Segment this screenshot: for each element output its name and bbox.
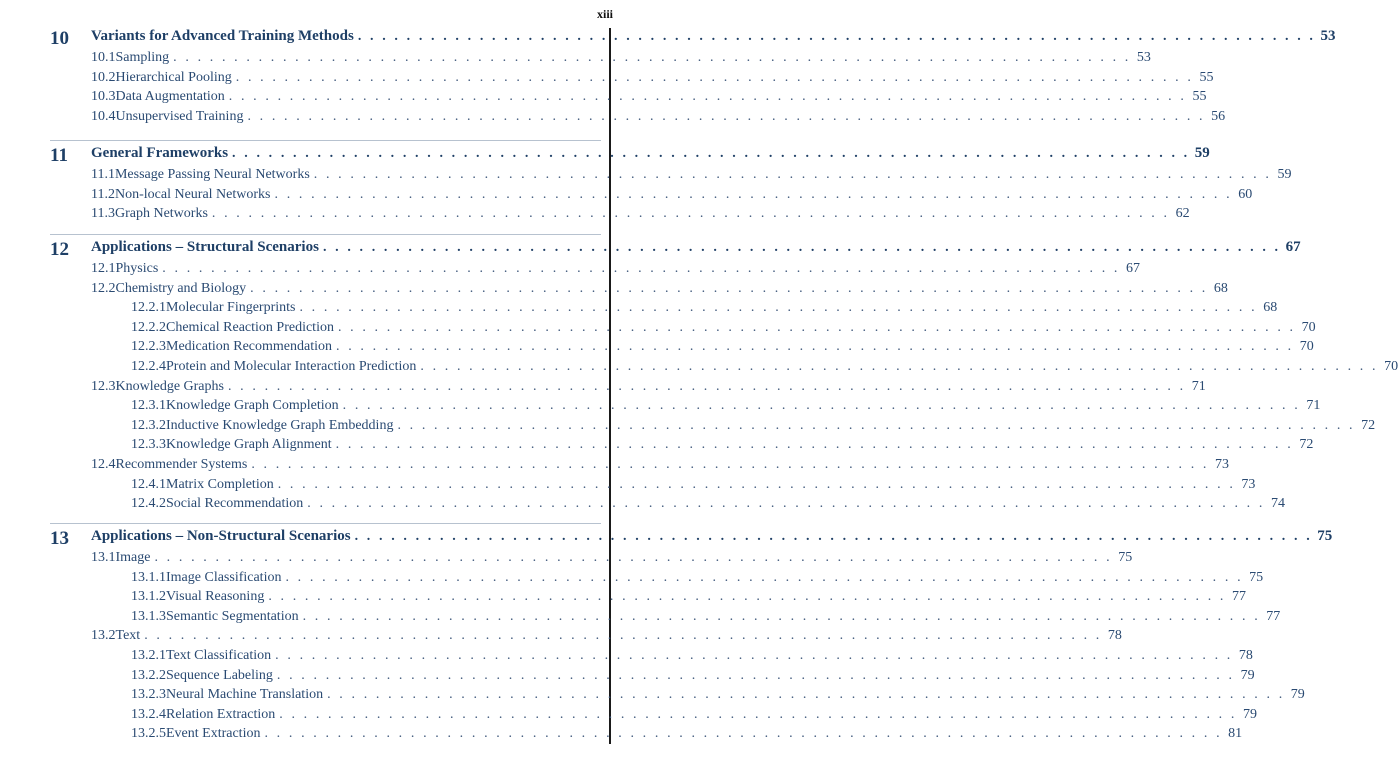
section-row[interactable] [0,457,1230,477]
page-ref: 68 [1263,300,1278,316]
section-title[interactable]: Image [115,550,151,565]
subsection-number: 13.1.1 [131,569,166,585]
subsection-title[interactable]: Visual Reasoning [166,589,265,605]
subsection-title[interactable]: Event Extraction [166,726,261,742]
page-ref: 75 [1249,569,1264,585]
page-ref: 56 [1211,108,1226,124]
page-ref: 79 [1240,667,1255,683]
section-number: 12.1 [91,261,116,276]
section-title[interactable]: Graph Networks [114,206,208,222]
dot-leader: . . . . . . . . . . . . . . . . . . . . . . . . . . . . . . . . . . . . . . . . . . . . . . . . . . . . . . . . . . . . . . . . . . . . . . . . . . . . . . . [162,261,1120,276]
dot-leader: . . . . . . . . . . . . . . . . . . . . . . . . . . . . . . . . . . . . . . . . . . . . . . . . . . . . . . . . . . . . . . . . . . . . . . . . . . . . . . . [247,108,1206,124]
subsection-title[interactable]: Medication Recommendation [166,339,333,355]
page-ref: 53 [1136,50,1151,65]
subsection-row[interactable] [0,398,1321,418]
page-ref: 72 [1361,417,1376,433]
dot-leader: . . . . . . . . . . . . . . . . . . . . . . . . . . . . . . . . . . . . . . . . . . . . . . . . . . . . . . . . . . . . . . . . . . . . . . . . . . . . . . . [302,608,1261,624]
dot-leader: . . . . . . . . . . . . . . . . . . . . . . . . . . . . . . . . . . . . . . . . . . . . . . . . . . . . . . . . . . . . . . . . . . . . . . . . . . . . . . . [397,417,1356,433]
section-title[interactable]: Text [115,628,141,644]
subsection-row[interactable] [0,339,1314,359]
dot-leader: . . . . . . . . . . . . . . . . . . . . . . . . . . . . . . . . . . . . . . . . . . . . . . . . . . . . . . . . . . . . . . . . . . . . . . . . . . . . . . . [336,339,1294,355]
dot-leader: . . . . . . . . . . . . . . . . . . . . . . . . . . . . . . . . . . . . . . . . . . . . . . . . . . . . . . . . . . . . . . . . . . . . . . . . . . . . . . . [275,648,1233,663]
section-title[interactable]: Sampling [115,50,170,65]
section-title[interactable]: Unsupervised Training [115,108,244,124]
section-number: 13.1 [91,550,116,565]
dot-leader: . . . . . . . . . . . . . . . . . . . . . . . . . . . . . . . . . . . . . . . . . . . . . . . . . . . . . . . . . . . . . . . . . . . . . . . . . . . . . . . [173,50,1131,65]
dot-leader: . . . . . . . . . . . . . . . . . . . . . . . . . . . . . . . . . . . . . . . . . . . . . . . . . . . . . . . . . . . . . . . . . . . . . . . . . . . . . . . [322,240,1281,255]
chapter-page: 59 [1194,145,1210,161]
dot-leader: . . . . . . . . . . . . . . . . . . . . . . . . . . . . . . . . . . . . . . . . . . . . . . . . . . . . . . . . . . . . . . . . . . . . . . . . . . . . . . . [307,496,1265,512]
page-ref: 59 [1277,167,1292,182]
subsection-number: 12.3.1 [131,398,166,414]
page-ref: 62 [1175,206,1190,222]
subsection-row[interactable] [0,706,1257,727]
subsection-number: 12.2.3 [131,339,166,355]
subsection-title[interactable]: Protein and Molecular Interaction Prediction [166,359,417,374]
section-row[interactable] [0,261,1140,281]
page-ref: 81 [1228,726,1243,742]
dot-leader: . . . . . . . . . . . . . . . . . . . . . . . . . . . . . . . . . . . . . . . . . . . . . . . . . . . . . . . . . . . . . . . . . . . . . . . . . . . . . . . [235,69,1194,85]
page-ref: 67 [1126,261,1140,276]
dot-leader: . . . . . . . . . . . . . . . . . . . . . . . . . . . . . . . . . . . . . . . . . . . . . . . . . . . . . . . . . . . . . . . . . . . . . . . . . . . . . . . [357,29,1316,44]
section-title[interactable]: Message Passing Neural Networks [114,167,310,182]
chapter-number: 12 [50,239,69,260]
section-title[interactable]: Knowledge Graphs [115,378,224,394]
subsection-number: 12.2.1 [131,300,166,316]
subsection-title[interactable]: Matrix Completion [166,476,274,492]
section-row[interactable] [0,628,1122,648]
subsection-title[interactable]: Sequence Labeling [166,667,273,683]
subsection-row[interactable] [0,687,1305,707]
chapter-divider [50,234,601,235]
page-ref: 72 [1299,437,1314,453]
dot-leader: . . . . . . . . . . . . . . . . . . . . . . . . . . . . . . . . . . . . . . . . . . . . . . . . . . . . . . . . . . . . . . . . . . . . . . . . . . . . . . . [264,726,1223,742]
section-row[interactable] [0,378,1206,399]
chapter-row[interactable] [0,28,1336,50]
section-number: 11.1 [91,167,115,182]
subsection-title[interactable]: Inductive Knowledge Graph Embedding [166,417,394,433]
dot-leader: . . . . . . . . . . . . . . . . . . . . . . . . . . . . . . . . . . . . . . . . . . . . . . . . . . . . . . . . . . . . . . . . . . . . . . . . . . . . . . . [251,457,1210,472]
page-ref: 70 [1384,359,1398,374]
dot-leader: . . . . . . . . . . . . . . . . . . . . . . . . . . . . . . . . . . . . . . . . . . . . . . . . . . . . . . . . . . . . . . . . . . . . . . . . . . . . . . . [276,667,1235,683]
page-ref: 71 [1306,398,1321,414]
chapter-divider [50,523,601,524]
section-number: 10.3 [91,89,116,105]
section-number: 12.3 [91,378,116,394]
section-row[interactable] [0,108,1226,129]
page-ref: 70 [1299,339,1314,355]
subsection-title[interactable]: Molecular Fingerprints [166,300,296,316]
section-row[interactable] [0,280,1228,301]
page-ref: 71 [1191,378,1206,394]
subsection-row[interactable] [0,476,1256,497]
dot-leader: . . . . . . . . . . . . . . . . . . . . . . . . . . . . . . . . . . . . . . . . . . . . . . . . . . . . . . . . . . . . . . . . . . . . . . . . . . . . . . . [342,398,1301,414]
section-number: 11.2 [91,186,115,202]
section-row[interactable] [0,167,1292,187]
page-number: xiii [596,7,613,21]
subsection-row[interactable] [0,589,1247,609]
dot-leader: . . . . . . . . . . . . . . . . . . . . . . . . . . . . . . . . . . . . . . . . . . . . . . . . . . . . . . . . . . . . . . . . . . . . . . . . . . . . . . . [211,206,1170,222]
section-number: 10.4 [91,108,116,124]
subsection-number: 12.4.1 [131,476,166,492]
chapter-row[interactable] [0,239,1301,261]
subsection-number: 12.3.3 [131,437,166,453]
subsection-number: 12.3.2 [131,417,166,433]
page-ref: 77 [1266,608,1281,624]
section-row[interactable] [0,89,1207,109]
dot-leader: . . . . . . . . . . . . . . . . . . . . . . . . . . . . . . . . . . . . . . . . . . . . . . . . . . . . . . . . . . . . . . . . . . . . . . . . . . . . . . . [227,378,1186,394]
section-title[interactable]: Non-local Neural Networks [114,186,271,202]
subsection-row[interactable] [0,648,1253,668]
page-ref: 74 [1270,496,1285,512]
subsection-title[interactable]: Knowledge Graph Alignment [166,437,332,453]
subsection-number: 13.2.1 [131,648,166,663]
subsection-number: 13.1.3 [131,608,166,624]
section-title[interactable]: Chemistry and Biology [115,280,247,296]
subsection-row[interactable] [0,359,1398,379]
subsection-title[interactable]: Neural Machine Translation [166,687,324,703]
subsection-row[interactable] [0,417,1376,438]
subsection-number: 12.4.2 [131,496,166,512]
chapter-page: 53 [1320,28,1336,44]
page-ref: 79 [1242,706,1257,722]
section-number: 12.4 [91,457,116,472]
subsection-title[interactable]: Text Classification [166,648,272,663]
page-ref: 73 [1215,457,1230,472]
subsection-number: 13.1.2 [131,589,166,605]
dot-leader: . . . . . . . . . . . . . . . . . . . . . . . . . . . . . . . . . . . . . . . . . . . . . . . . . . . . . . . . . . . . . . . . . . . . . . . . . . . . . . . [154,550,1113,565]
page-ref: 78 [1107,628,1122,644]
subsection-title[interactable]: Image Classification [166,569,282,585]
chapter-page: 67 [1285,239,1301,255]
chapter-number: 13 [50,528,69,549]
section-row[interactable] [0,69,1214,90]
chapter-title[interactable]: General Frameworks [91,145,229,161]
chapter-divider [50,140,601,141]
page-ref: 78 [1238,648,1253,663]
page-ref: 77 [1232,589,1247,605]
page-ref: 79 [1290,687,1305,703]
dot-leader: . . . . . . . . . . . . . . . . . . . . . . . . . . . . . . . . . . . . . . . . . . . . . . . . . . . . . . . . . . . . . . . . . . . . . . . . . . . . . . . [268,589,1227,605]
dot-leader: . . . . . . . . . . . . . . . . . . . . . . . . . . . . . . . . . . . . . . . . . . . . . . . . . . . . . . . . . . . . . . . . . . . . . . . . . . . . . . . [285,569,1244,585]
section-number: 10.2 [91,69,116,85]
chapter-page: 75 [1317,528,1333,544]
page-ref: 55 [1192,89,1207,105]
chapter-row[interactable] [0,528,1333,550]
section-title[interactable]: Physics [115,261,159,276]
subsection-row[interactable] [0,608,1281,629]
page-ref: 60 [1238,186,1253,202]
subsection-number: 12.2.2 [131,319,166,335]
chapter-title[interactable]: Applications – Structural Scenarios [91,239,319,255]
dot-leader: . . . . . . . . . . . . . . . . . . . . . . . . . . . . . . . . . . . . . . . . . . . . . . . . . . . . . . . . . . . . . . . . . . . . . . . . . . . . . . . [279,706,1237,722]
subsection-number: 13.2.3 [131,687,166,703]
page-ref: 68 [1213,280,1228,296]
chapter-title[interactable]: Applications – Non-Structural Scenarios [91,528,351,544]
dot-leader: . . . . . . . . . . . . . . . . . . . . . . . . . . . . . . . . . . . . . . . . . . . . . . . . . . . . . . . . . . . . . . . . . . . . . . . . . . . . . . . [144,628,1102,644]
section-row[interactable] [0,50,1151,70]
subsection-title[interactable]: Semantic Segmentation [166,608,299,624]
section-number: 12.2 [91,280,116,296]
subsection-row[interactable] [0,319,1316,340]
subsection-number: 12.2.4 [131,359,166,374]
dot-leader: . . . . . . . . . . . . . . . . . . . . . . . . . . . . . . . . . . . . . . . . . . . . . . . . . . . . . . . . . . . . . . . . . . . . . . . . . . . . . . . [228,89,1187,105]
section-number: 11.3 [91,206,115,222]
section-title[interactable]: Data Augmentation [115,89,225,105]
dot-leader: . . . . . . . . . . . . . . . . . . . . . . . . . . . . . . . . . . . . . . . . . . . . . . . . . . . . . . . . . . . . . . . . . . . . . . . . . . . . . . . [420,359,1379,374]
subsection-number: 13.2.4 [131,706,166,722]
subsection-number: 13.2.2 [131,667,166,683]
dot-leader: . . . . . . . . . . . . . . . . . . . . . . . . . . . . . . . . . . . . . . . . . . . . . . . . . . . . . . . . . . . . . . . . . . . . . . . . . . . . . . . [277,476,1236,492]
subsection-row[interactable] [0,437,1314,457]
subsection-row[interactable] [0,667,1255,688]
section-title[interactable]: Hierarchical Pooling [115,69,232,85]
subsection-row[interactable] [0,496,1285,516]
chapter-title[interactable]: Variants for Advanced Training Methods [91,28,354,44]
dot-leader: . . . . . . . . . . . . . . . . . . . . . . . . . . . . . . . . . . . . . . . . . . . . . . . . . . . . . . . . . . . . . . . . . . . . . . . . . . . . . . . [313,167,1272,182]
dot-leader: . . . . . . . . . . . . . . . . . . . . . . . . . . . . . . . . . . . . . . . . . . . . . . . . . . . . . . . . . . . . . . . . . . . . . . . . . . . . . . . [250,280,1208,296]
subsection-row[interactable] [0,569,1264,590]
section-row[interactable] [0,186,1253,207]
dot-leader: . . . . . . . . . . . . . . . . . . . . . . . . . . . . . . . . . . . . . . . . . . . . . . . . . . . . . . . . . . . . . . . . . . . . . . . . . . . . . . . [327,687,1285,703]
section-row[interactable] [0,206,1190,226]
chapter-number: 11 [50,145,68,166]
subsection-title[interactable]: Chemical Reaction Prediction [166,319,334,335]
subsection-row[interactable] [0,300,1278,320]
section-row[interactable] [0,550,1133,570]
page-ref: 70 [1301,319,1316,335]
chapter-row[interactable] [0,145,1210,167]
page-ref: 73 [1241,476,1256,492]
dot-leader: . . . . . . . . . . . . . . . . . . . . . . . . . . . . . . . . . . . . . . . . . . . . . . . . . . . . . . . . . . . . . . . . . . . . . . . . . . . . . . . [274,186,1233,202]
section-title[interactable]: Recommender Systems [115,457,248,472]
dot-leader: . . . . . . . . . . . . . . . . . . . . . . . . . . . . . . . . . . . . . . . . . . . . . . . . . . . . . . . . . . . . . . . . . . . . . . . . . . . . . . . [299,300,1258,316]
dot-leader: . . . . . . . . . . . . . . . . . . . . . . . . . . . . . . . . . . . . . . . . . . . . . . . . . . . . . . . . . . . . . . . . . . . . . . . . . . . . . . . [335,437,1294,453]
chapter-number: 10 [50,28,69,49]
page-ref: 55 [1199,69,1214,85]
subsection-title[interactable]: Relation Extraction [166,706,276,722]
dot-leader: . . . . . . . . . . . . . . . . . . . . . . . . . . . . . . . . . . . . . . . . . . . . . . . . . . . . . . . . . . . . . . . . . . . . . . . . . . . . . . . [354,529,1313,544]
subsection-number: 13.2.5 [131,726,166,742]
page-ref: 75 [1118,550,1133,565]
dot-leader: . . . . . . . . . . . . . . . . . . . . . . . . . . . . . . . . . . . . . . . . . . . . . . . . . . . . . . . . . . . . . . . . . . . . . . . . . . . . . . . [337,319,1296,335]
dot-leader: . . . . . . . . . . . . . . . . . . . . . . . . . . . . . . . . . . . . . . . . . . . . . . . . . . . . . . . . . . . . . . . . . . . . . . . . . . . . . . . [232,146,1190,161]
subsection-title[interactable]: Knowledge Graph Completion [166,398,339,414]
section-number: 13.2 [91,628,116,644]
subsection-title[interactable]: Social Recommendation [166,496,304,512]
section-number: 10.1 [91,50,116,65]
subsection-row[interactable] [0,726,1243,746]
